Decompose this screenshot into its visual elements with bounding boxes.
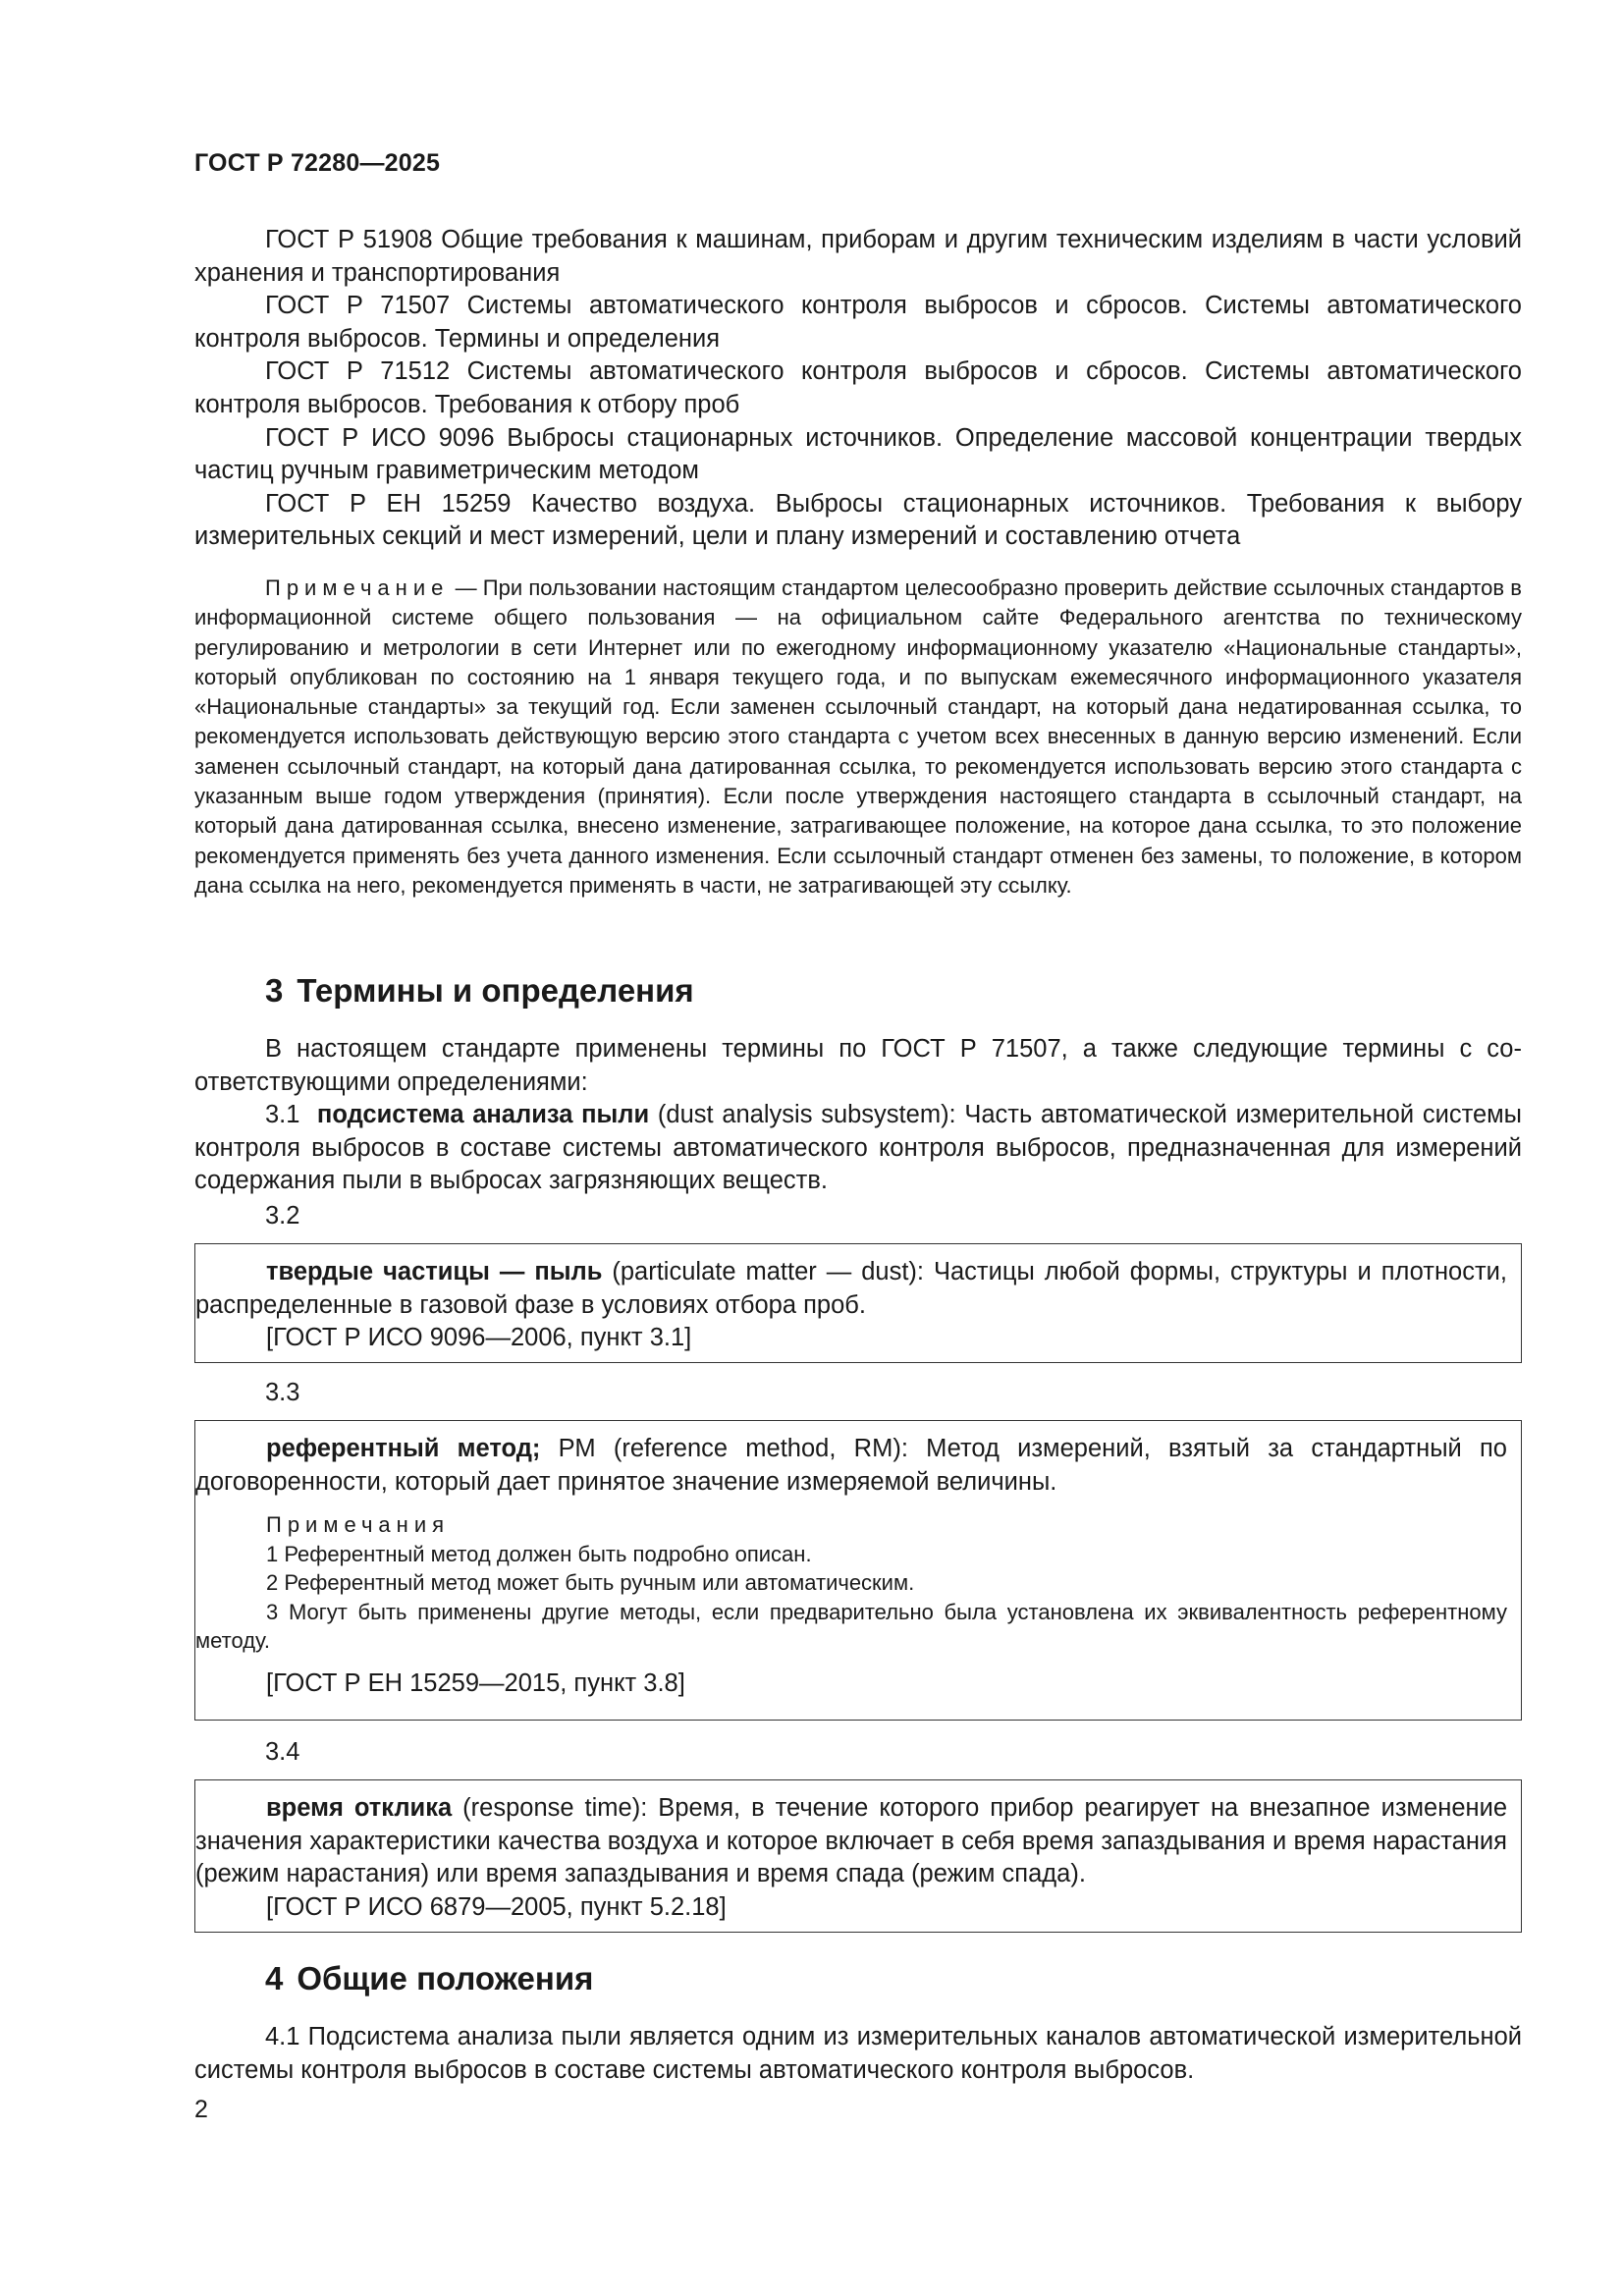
- reference-item: ГОСТ Р 51908 Общие требования к машинам, приборам и другим техническим изделиям в части условий хранения и транспортирования: [194, 226, 1522, 287]
- reference-item: ГОСТ Р ИСО 9096 Выбросы стационарных источников. Определение массовой концентрации твердых частиц ручным гравиметрическим методом: [194, 423, 1522, 485]
- term-definition: время отклика (response time): Время, в течение которого прибор реагирует на внезапное изменение значения характеристики качества воздуха и которое включает в себя время запаздывания и время нарастания (режим нарастания) или время запаздывания и время спада (режим спада).: [195, 1794, 1508, 1888]
- section-title: Термины и определения: [297, 972, 694, 1009]
- term-3-1: [194, 1099, 1522, 1198]
- note-item: 3 Могут быть применены другие методы, если предварительно была установлена их эквивалентность референтному методу.: [195, 1599, 1507, 1654]
- normative-references-list: [194, 224, 1522, 554]
- note-label: Примечание: [265, 575, 450, 600]
- term-number: 3.1: [265, 1101, 300, 1129]
- reference-item: ГОСТ Р 71512 Системы автоматического контроля выбросов и сбросов. Системы автоматического контроля выбросов. Требования к отбору проб: [194, 357, 1522, 418]
- section-4-body: [194, 2021, 1522, 2087]
- term-name: референтный метод;: [266, 1435, 541, 1462]
- reference-item: ГОСТ Р ЕН 15259 Качество воздуха. Выбросы стационарных источников. Требования к выбору измерительных секций и мест измерений, цели и плану измерений и составлению отчета: [194, 489, 1522, 551]
- term-name: время отклика: [266, 1794, 453, 1822]
- term-box-3-3: [194, 1420, 1522, 1721]
- document-code-header: ГОСТ Р 72280—2025: [194, 149, 441, 177]
- reference-item: ГОСТ Р 71507 Системы автоматического контроля выбросов и сбросов. Системы автоматического контроля выбросов. Термины и определения: [194, 292, 1522, 353]
- paragraph-4-1: 4.1 Подсистема анализа пыли является одним из измерительных каналов автоматической измерительной системы контроля выбросов в составе системы автоматического контроля выбросов.: [194, 2023, 1522, 2084]
- section-number: 3: [265, 972, 284, 1009]
- section-intro: В настоящем стандарте применены термины по ГОСТ Р 71507, а также следующие термины с соответствующими определениями:: [194, 1035, 1522, 1096]
- term-source: [ГОСТ Р ИСО 9096—2006, пункт 3.1]: [266, 1324, 692, 1352]
- term-notes: [195, 1510, 1507, 1656]
- section-title: Общие положения: [297, 1960, 594, 1996]
- note-item: 1 Референтный метод должен быть подробно описан.: [266, 1541, 812, 1566]
- term-number: 3.4: [265, 1738, 300, 1766]
- section-3-heading: [265, 972, 694, 1010]
- term-box-3-4: [194, 1779, 1522, 1933]
- section-3-body: [194, 1033, 1522, 1198]
- section-number: 4: [265, 1960, 284, 1996]
- term-number: 3.2: [265, 1202, 300, 1230]
- term-name: подсистема анализа пыли: [316, 1101, 650, 1129]
- term-definition: референтный метод; РМ (reference method, RM): Метод измерений, взятый за стандартный по договоренности, который дает принятое значение измеряемой величины.: [195, 1435, 1507, 1496]
- section-4-heading: [265, 1960, 593, 1997]
- notes-label: Примечания: [266, 1512, 451, 1538]
- references-note: [194, 574, 1522, 901]
- term-source: [ГОСТ Р ИСО 6879—2005, пункт 5.2.18]: [266, 1892, 727, 1921]
- term-definition: твердые частицы — пыль (particulate matter — dust): Частицы любой формы, структуры и плотности, распределенные в газовой фазе в условиях отбора проб.: [195, 1258, 1507, 1319]
- note-item: 2 Референтный метод может быть ручным или автоматическим.: [266, 1570, 915, 1596]
- term-source: [ГОСТ Р ЕН 15259—2015, пункт 3.8]: [266, 1668, 685, 1697]
- term-name: твердые частицы — пыль: [266, 1258, 603, 1285]
- term-definition: (dust analysis subsystem): Часть автоматической измерительной системы контроля выбросов в составе системы автоматического контроля выбросов, предназначенная для измерений содержания пыли в выбросах загрязняющих веществ.: [194, 1101, 1523, 1195]
- page-number: 2: [194, 2096, 208, 2123]
- term-number: 3.3: [265, 1379, 300, 1406]
- term-box-3-2: [194, 1243, 1522, 1363]
- note-text: — При пользовании настоящим стандартом целесообразно проверить действие ссылочных стандартов в информационной системе общего пользования — на официальном сайте Федерального агентства по техническому регулированию и метрологии в сети Интернет или по ежегодному информационному указателю «Национальные стандарты», который опубликован по состоянию на 1 января текущего года, и по выпускам ежемесячного информационного указателя «Национальные стандарты» за текущий год. Если заменен ссылочный стандарт, на который дана недатированная ссылка, то рекомендуется использовать действующую версию этого стандарта с учетом всех внесенных в данную версию изменений. Если заменен ссылочный стандарт, на который дана датированная ссылка, то рекомендуется использовать версию этого стандарта с указанным выше годом утверждения (принятия). Если после утверждения настоящего стандарта в ссылочный стандарт, на который дана датированная ссылка, внесено изменение, затрагивающее положение, на которое дана ссылка, то это положение рекомендуется применять без учета данного изменения. Если ссылочный стандарт отменен без замены, то положение, в котором дана ссылка на него, рекомендуется применять в части, не затрагивающей эту ссылку.: [194, 575, 1522, 898]
